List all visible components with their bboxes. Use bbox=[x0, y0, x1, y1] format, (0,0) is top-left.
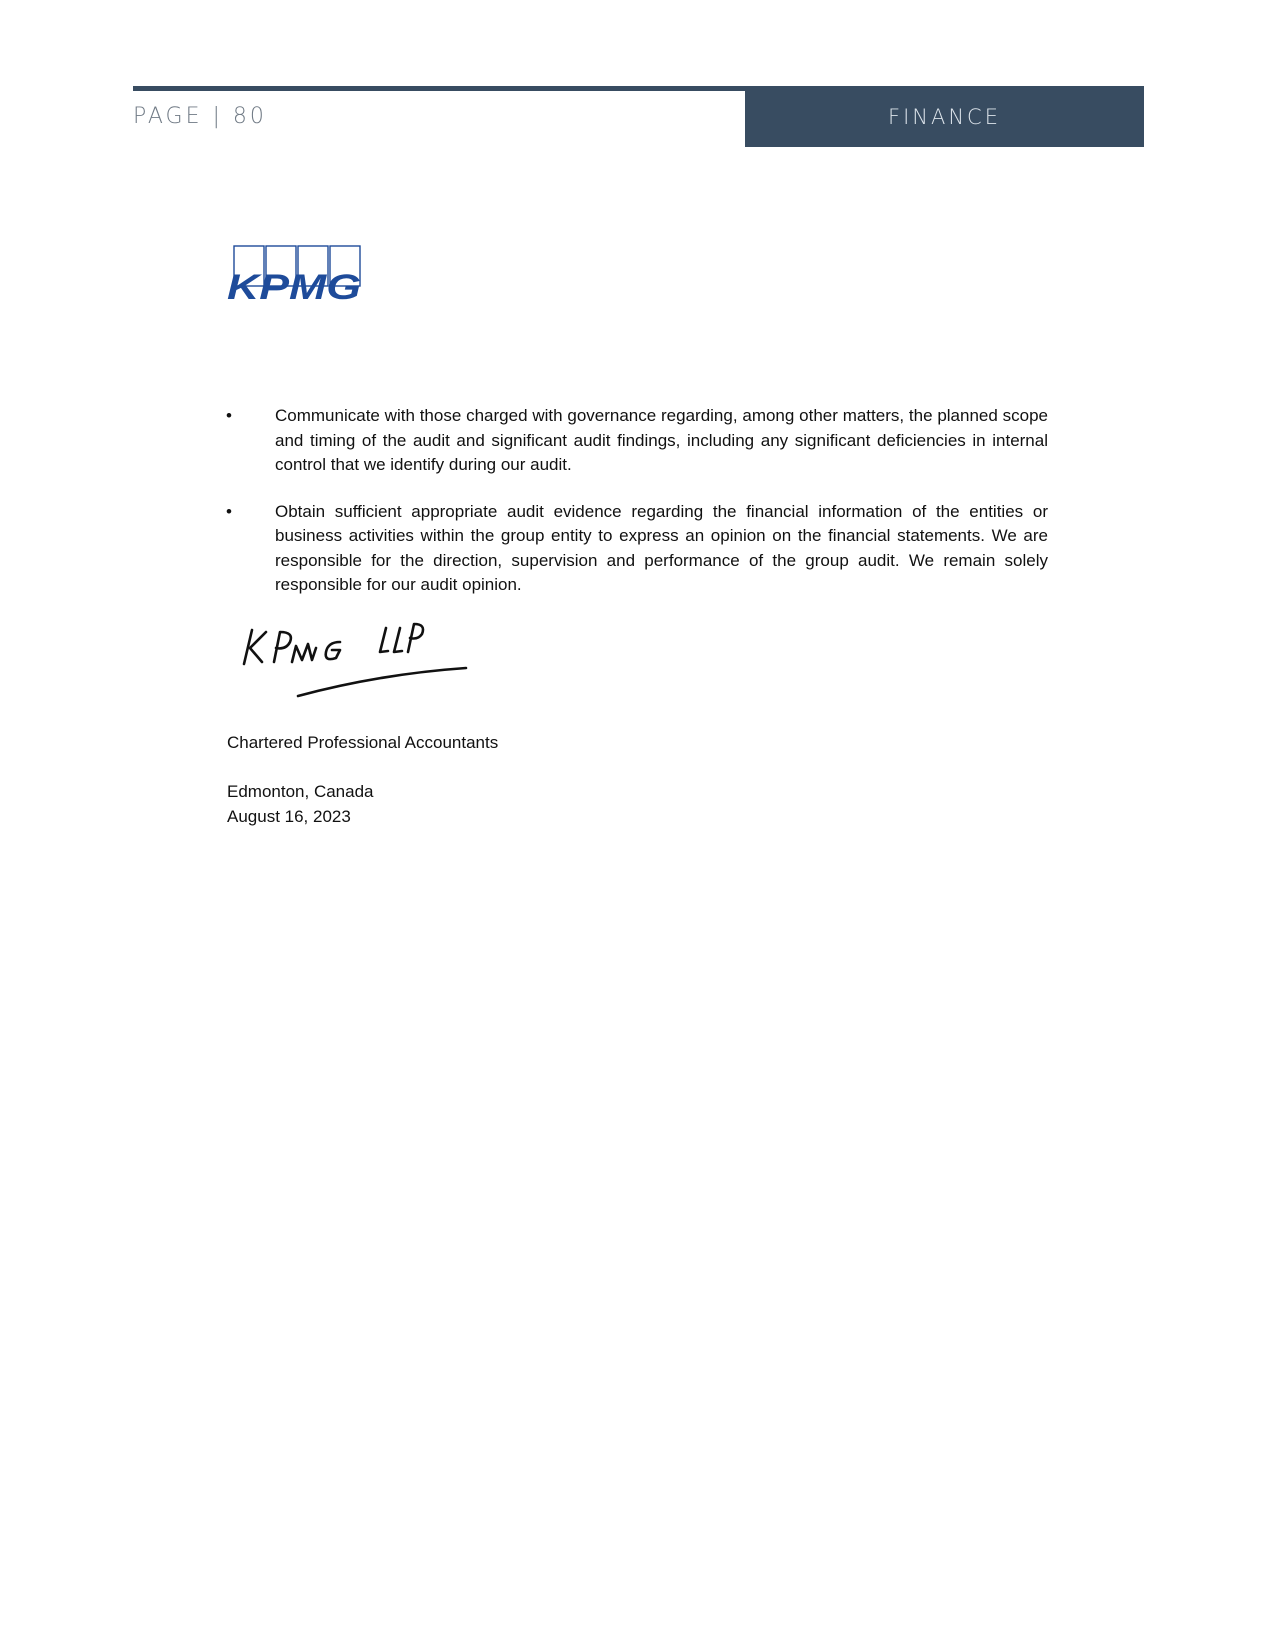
svg-text:KPMG: KPMG bbox=[227, 268, 361, 303]
kpmg-logo bbox=[226, 245, 366, 303]
list-item bbox=[226, 500, 1048, 598]
list-item bbox=[226, 404, 1048, 478]
section-label: FINANCE bbox=[888, 104, 1001, 129]
section-tab bbox=[745, 86, 1144, 147]
bullet-icon: • bbox=[226, 406, 232, 425]
signoff-block bbox=[227, 731, 498, 829]
bullet-icon: • bbox=[226, 501, 232, 521]
firm-designation: Chartered Professional Accountants bbox=[227, 733, 499, 752]
bullet-text: Obtain sufficient appropriate audit evidence regarding the financial information of the entities or business activities within the group entity to express an opinion on the financial statements. We are responsible for the direction, supervision and performance of the group audit. We remain solely responsible for our audit opinion. bbox=[275, 501, 1048, 594]
audit-responsibilities-list bbox=[226, 404, 1048, 620]
page-number: PAGE | 80 bbox=[133, 104, 267, 129]
signature bbox=[240, 620, 480, 704]
report-date: August 16, 2023 bbox=[227, 806, 351, 826]
bullet-text: Communicate with those charged with governance regarding, among other matters, the planned scope and timing of the audit and significant audit findings, including any significant deficiencies in internal control that we identify during our audit. bbox=[275, 406, 1048, 474]
location: Edmonton, Canada bbox=[227, 782, 374, 801]
